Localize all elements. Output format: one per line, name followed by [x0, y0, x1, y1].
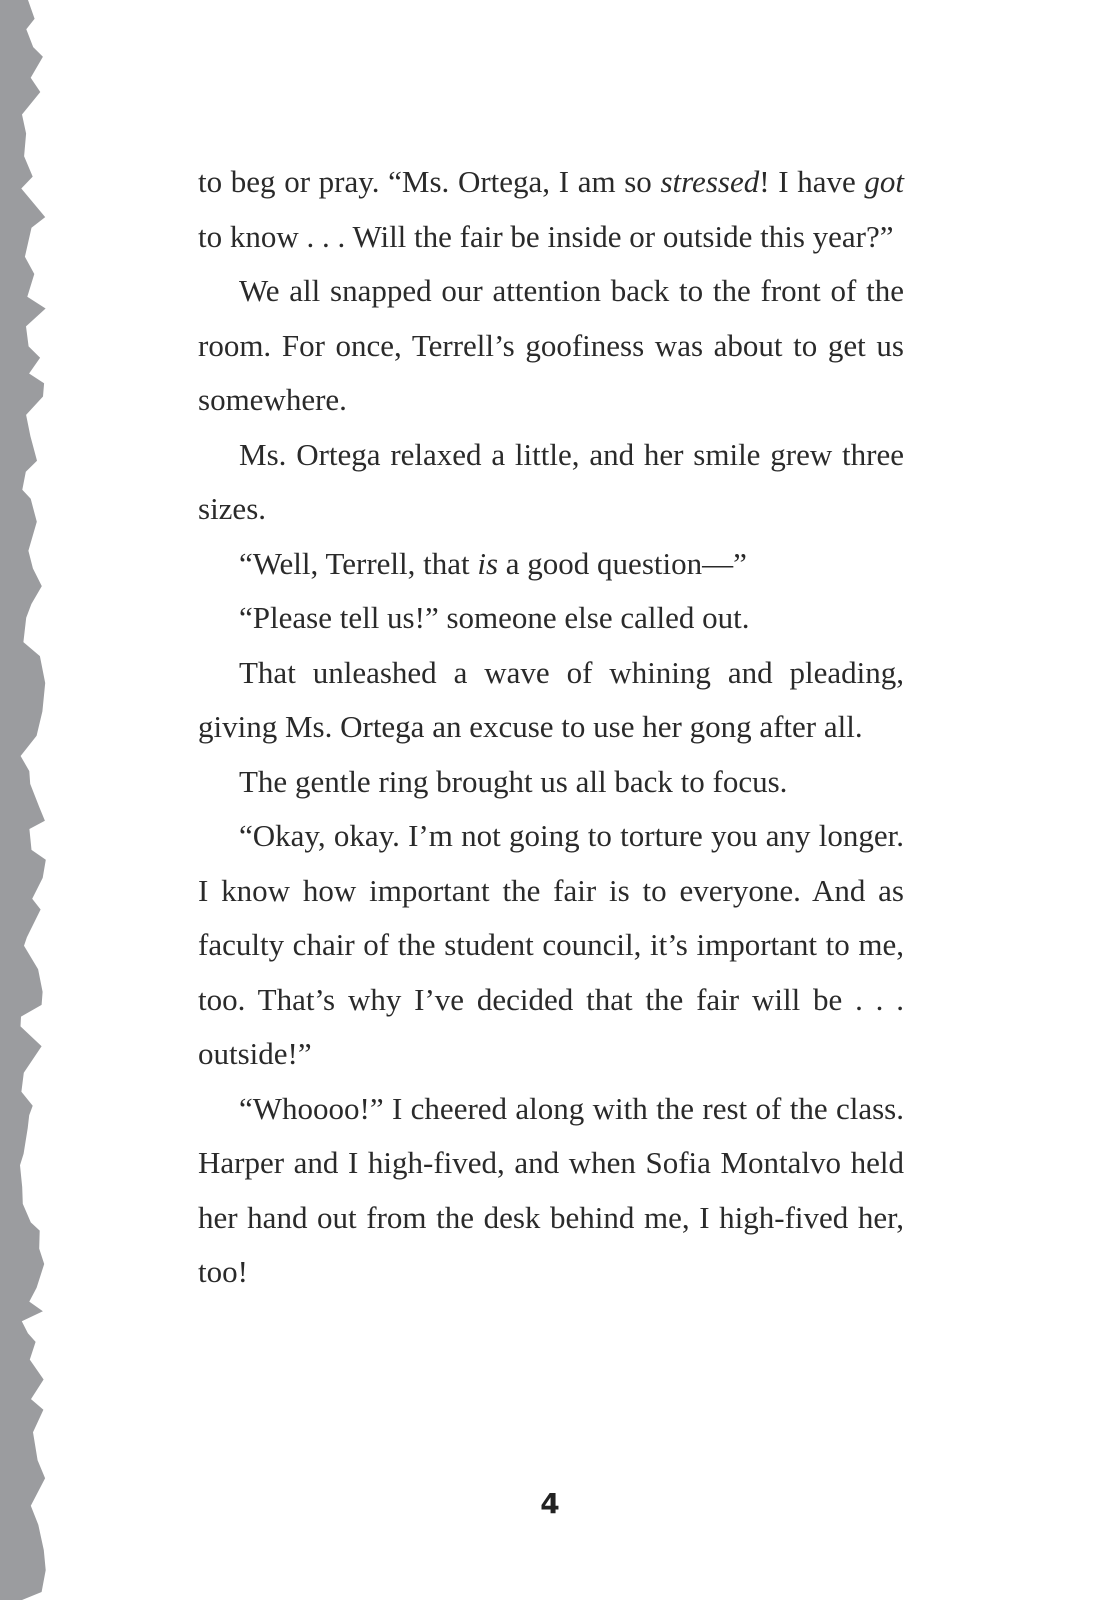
italic-text: got	[864, 164, 904, 199]
italic-text: is	[477, 545, 499, 581]
body-text	[198, 155, 904, 1300]
text-run: Ms. Ortega relaxed a little, and her smile grew three sizes.	[198, 436, 904, 526]
paragraph	[198, 264, 904, 428]
text-run: “Whoooo!” I cheered along with the rest of the class. Harper and I high-fived, and when Sofia Montalvo held her hand out from the desk behind me, I high-fived her, too!	[198, 1090, 904, 1289]
text-run: The gentle ring brought us all back to focus.	[239, 763, 788, 799]
text-run: to beg or pray. “Ms. Ortega, I am so	[198, 164, 661, 199]
page-number: 4	[540, 1487, 560, 1520]
paragraph	[198, 537, 904, 592]
text-run: ! I have	[759, 164, 865, 199]
text-run: That unleashed a wave of whining and pleading, giving Ms. Ortega an excuse to use her gong after all.	[198, 654, 904, 744]
paragraph	[198, 1082, 904, 1300]
text-run: “Okay, okay. I’m not going to torture you any longer. I know how important the fair is to everyone. And as faculty chair of the student council, it’s important to me, too. That’s why I’ve decided that the fair will be . . . outside!”	[198, 818, 904, 1071]
paragraph	[198, 591, 904, 646]
text-run: “Well, Terrell, that	[239, 545, 478, 581]
paragraph	[198, 646, 904, 755]
paragraph	[198, 809, 904, 1082]
italic-text: stressed	[660, 164, 760, 199]
text-run: We all snapped our attention back to the front of the room. For once, Terrell’s goofiness was about to get us somewhere.	[198, 273, 904, 417]
paragraph	[198, 755, 904, 810]
text-run: a good question—”	[498, 545, 747, 581]
text-run: “Please tell us!” someone else called out.	[239, 600, 750, 635]
torn-paper-edge	[0, 0, 50, 1600]
paragraph	[198, 155, 904, 264]
paragraph	[198, 428, 904, 537]
text-run: to know . . . Will the fair be inside or outside this year?”	[198, 218, 894, 254]
